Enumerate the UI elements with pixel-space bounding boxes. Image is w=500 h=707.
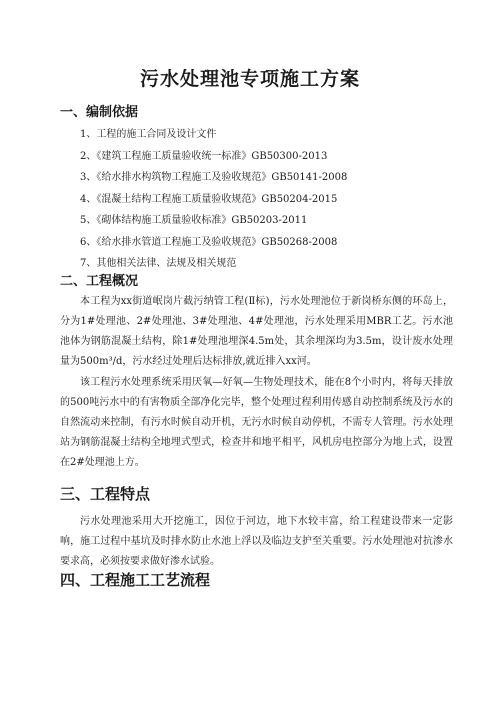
list-item: 2、《建筑工程施工质量验收统一标准》GB50300-2013 xyxy=(80,150,328,162)
section-heading-process: 四、工程施工工艺流程 xyxy=(60,571,211,589)
list-item: 3、《给水排水构筑物工程施工及验收规范》GB50141-2008 xyxy=(80,172,348,183)
list-item: 7、其他相关法律、法规及相关规范 xyxy=(80,258,237,269)
overview-paragraph-2: 该工程污水处理系统采用厌氧—好氧—生物处理技术，能在8个小时内，将每天排放的500吨污水中的有害物质全部净化完毕，整个处理过程利用传感自动控制系统及污水的自然流动来控制，有污水时候自动开机，无污水时候自动停机，不需专人管理。污水处理站为钢筋混凝土结构全地埋式型式，检查井和地平相平，风机房电控部分为地上式，设置在2#处理池上方。 xyxy=(60,377,453,468)
list-item: 1、工程的施工合同及设计文件 xyxy=(80,129,217,140)
reference-list xyxy=(80,124,347,275)
section-heading-overview: 二、工程概况 xyxy=(60,274,139,289)
features-paragraph: 污水处理池采用大开挖施工，因位于河边，地下水较丰富，给工程建设带来一定影响，施工过程中基坑及时排水防止水池上浮以及临边支护至关重要。污水处理池对抗渗水要求高，必须按要求做好渗水试验。 xyxy=(60,516,453,567)
section-heading-basis: 一、编制依据 xyxy=(60,105,139,120)
section-heading-features: 三、工程特点 xyxy=(60,485,151,503)
list-item: 5、《砌体结构施工质量验收标准》GB50203-2011 xyxy=(80,215,308,226)
list-item: 4、《混凝土结构工程施工质量验收规范》GB50204-2015 xyxy=(80,193,338,205)
document-title: 污水处理池专项施工方案 xyxy=(139,68,360,90)
overview-paragraph-1: 本工程为xx街道岷岗片截污纳管工程(Ⅱ标)，污水处理池位于新岗桥东侧的环岛上，分为1#处理池、2#处理池、3#处理池、4#处理池，污水处理采用MBR工艺。污水池池体为钢筋混凝土结构，除1#处理池埋深4.5m处，其余埋深均为3.5m，设计废水处理量为500m³/d，污水经过处理后达标排放,就近排入xx河。 xyxy=(60,296,453,367)
list-item: 6、《给水排水管道工程施工及验收规范》GB50268-2008 xyxy=(80,236,338,248)
